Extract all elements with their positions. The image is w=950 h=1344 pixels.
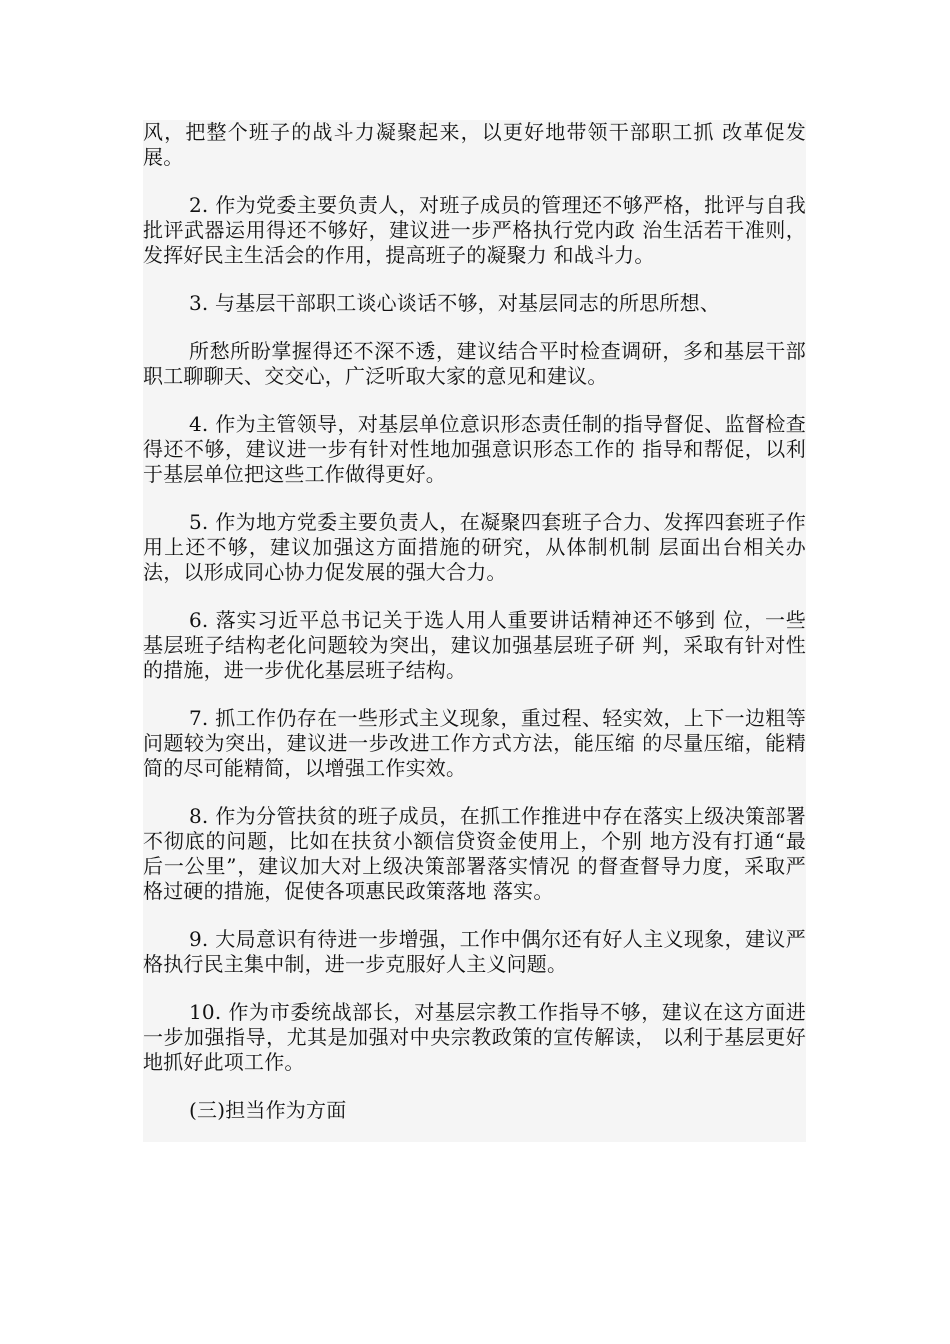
paragraph-intro-continuation: 风，把整个班子的战斗力凝聚起来，以更好地带领干部职工抓 改革促发展。 xyxy=(143,120,806,169)
document-body xyxy=(143,120,806,1142)
paragraph-item-3: 3. 与基层干部职工谈心谈话不够，对基层同志的所思所想、 xyxy=(189,291,721,315)
paragraph-item-2: 2. 作为党委主要负责人，对班子成员的管理还不够严格，批评与自我批评武器运用得还不够好，建议进一步严格执行党内政 治生活若干准则，发挥好民主生活会的作用，提高班子的凝聚力 和战斗力。 xyxy=(143,193,806,267)
paragraph-item-3-continued: 所愁所盼掌握得还不深不透，建议结合平时检查调研，多和基层干部职工聊聊天、交交心，广泛听取大家的意见和建议。 xyxy=(143,339,806,388)
paragraph-item-5: 5. 作为地方党委主要负责人，在凝聚四套班子合力、发挥四套班子作用上还不够，建议加强这方面措施的研究，从体制机制 层面出台相关办法，以形成同心协力促发展的强大合力。 xyxy=(143,510,806,584)
paragraph-item-10: 10. 作为市委统战部长，对基层宗教工作指导不够，建议在这方面进一步加强指导，尤其是加强对中央宗教政策的宣传解读， 以利于基层更好地抓好此项工作。 xyxy=(143,1000,806,1074)
paragraph-item-9: 9. 大局意识有待进一步增强，工作中偶尔还有好人主义现象，建议严格执行民主集中制，进一步克服好人主义问题。 xyxy=(143,927,806,976)
paragraph-item-7: 7. 抓工作仍存在一些形式主义现象，重过程、轻实效，上下一边粗等问题较为突出，建议进一步改进工作方式方法，能压缩 的尽量压缩，能精简的尽可能精简，以增强工作实效。 xyxy=(143,706,806,780)
paragraph-item-8: 8. 作为分管扶贫的班子成员，在抓工作推进中存在落实上级决策部署不彻底的问题，比如在扶贫小额信贷资金使用上，个别 地方没有打通“最后一公里”，建议加大对上级决策部署落实情况 的督查督导力度，采取严格过硬的措施，促使各项惠民政策落地 落实。 xyxy=(143,804,806,903)
section-heading-3: (三)担当作为方面 xyxy=(189,1098,347,1122)
paragraph-item-6: 6. 落实习近平总书记关于选人用人重要讲话精神还不够到 位，一些基层班子结构老化问题较为突出，建议加强基层班子研 判，采取有针对性的措施，进一步优化基层班子结构。 xyxy=(143,608,806,682)
paragraph-item-4: 4. 作为主管领导，对基层单位意识形态责任制的指导督促、监督检查得还不够，建议进一步有针对性地加强意识形态工作的 指导和帮促，以利于基层单位把这些工作做得更好。 xyxy=(143,412,806,486)
